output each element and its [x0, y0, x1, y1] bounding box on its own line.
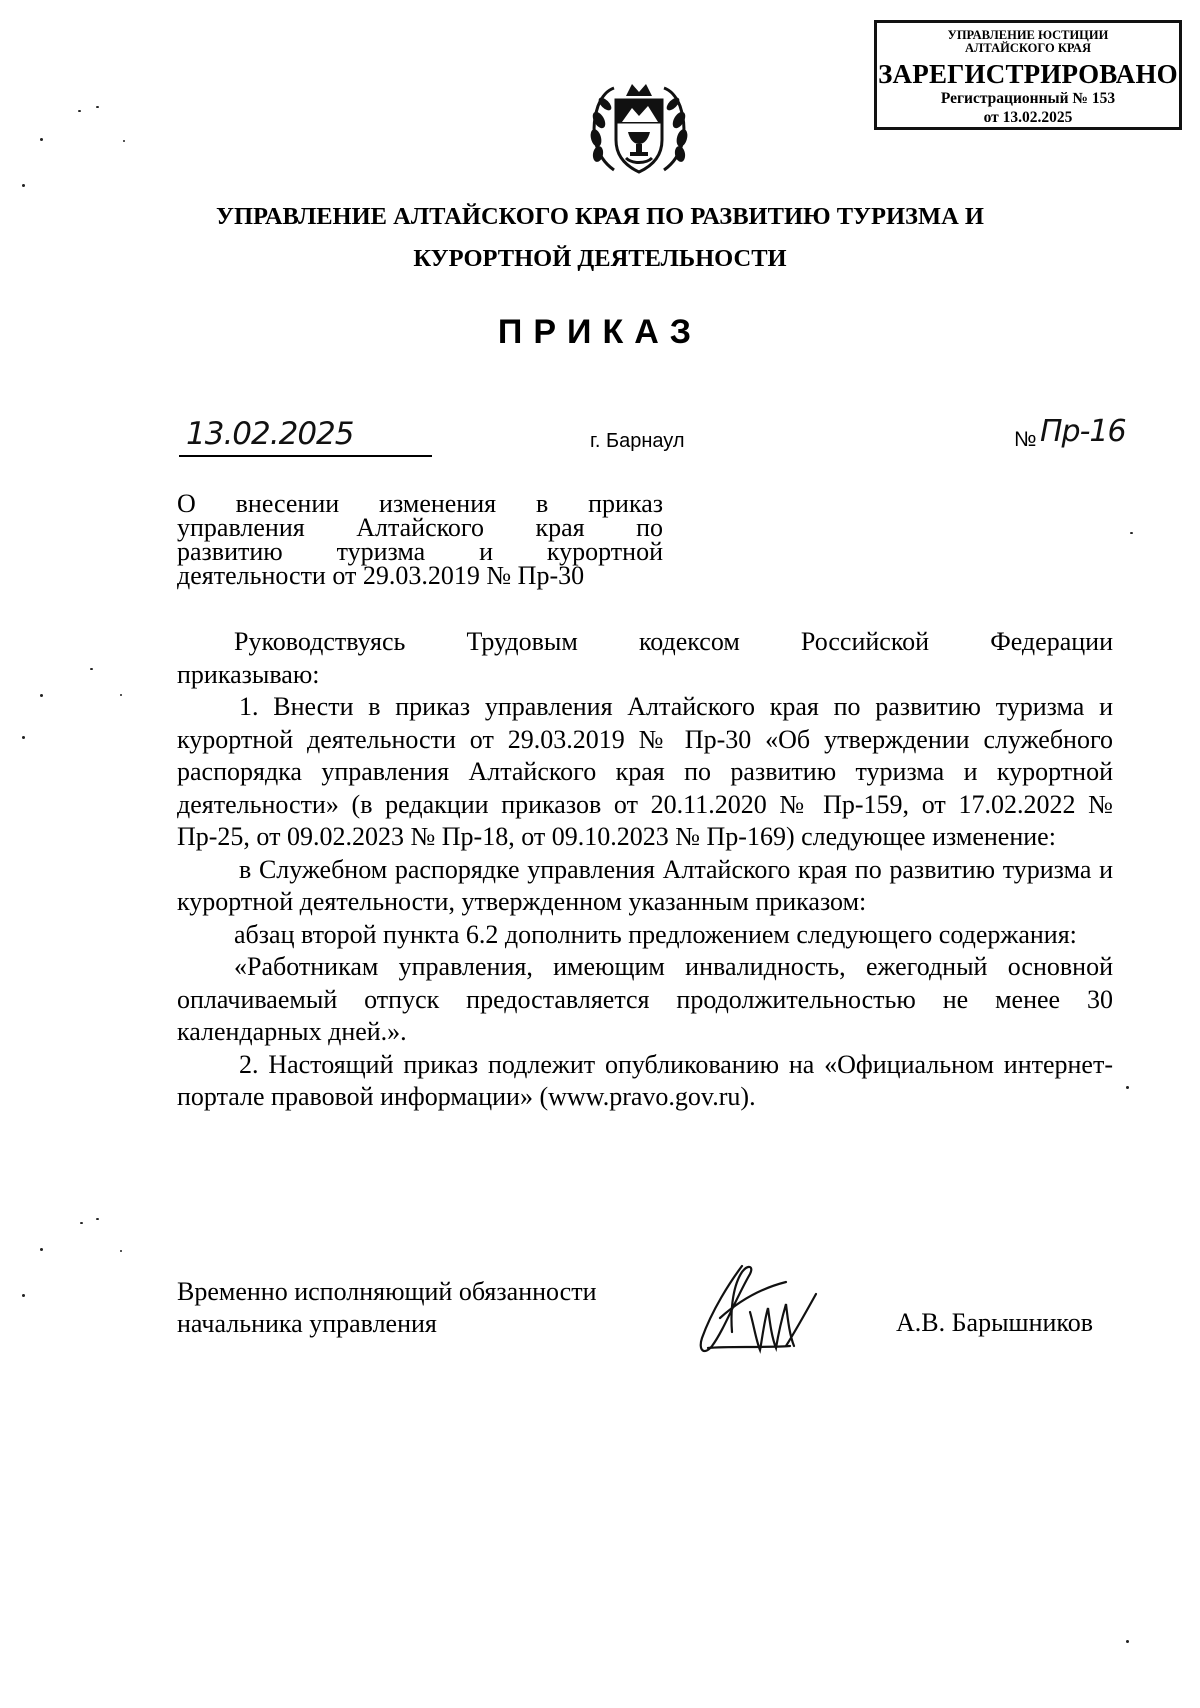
number-sign: № [1014, 428, 1037, 451]
stamp-reg-date: от 13.02.2025 [983, 109, 1073, 126]
signatory-role [177, 1276, 597, 1340]
agency-name-line1: УПРАВЛЕНИЕ АЛТАЙСКОГО КРАЯ ПО РАЗВИТИЮ ТУРИЗМА И [215, 203, 984, 230]
scan-speck [90, 668, 93, 670]
order-body [177, 626, 1113, 1114]
document-type-title: ПРИКАЗ [497, 313, 703, 351]
order-directive: приказываю: [177, 659, 320, 689]
stamp-org-line1: УПРАВЛЕНИЕ ЮСТИЦИИ [947, 28, 1109, 42]
scan-speck [96, 1218, 99, 1220]
scan-speck [22, 1294, 25, 1297]
stamp-reg-number: Регистрационный № 153 [940, 90, 1116, 107]
scan-speck [96, 106, 99, 108]
order-subject [177, 489, 663, 590]
signatory-role-line2: начальника управления [177, 1309, 437, 1338]
scan-speck [120, 1250, 122, 1252]
handwritten-signature-icon [690, 1252, 820, 1362]
handwritten-date: 13.02.2025 [186, 416, 354, 452]
handwritten-order-number: Пр-16 [1040, 414, 1126, 449]
agency-name-line2: КУРОРТНОЙ ДЕЯТЕЛЬНОСТИ [413, 245, 787, 272]
order-item-1: 1. Внести в приказ управления Алтайского края по развитию туризма и курортной деятельности от 29.03.2019 № Пр-30 «Об утверждении служебного распорядка управления Алтайского края по развитию туризма и курортной деятельности» (в редакции приказов от 20.11.2020 № Пр-159, от 17.02.2022 № Пр-25, от 09.02.2023 № Пр-18, от 09.10.2023 № Пр-169) следующее изменение: [177, 692, 1113, 851]
signatory-name: А.В. Барышников [896, 1308, 1093, 1337]
scan-speck [1130, 532, 1133, 534]
order-item-1-quote: «Работникам управления, имеющим инвалидность, ежегодный основной оплачиваемый отпуск предоставляется продолжительностью не менее 30 календарных дней.». [177, 952, 1113, 1046]
scan-speck [123, 140, 125, 142]
subject-line: деятельности от 29.03.2019 № Пр-30 [177, 561, 585, 590]
order-item-2: 2. Настоящий приказ подлежит опубликованию на «Официальном интернет-портале правовой информации» (www.pravo.gov.ru). [177, 1049, 1113, 1111]
subject-line: развитию туризма и курортной [177, 537, 663, 566]
scan-speck [40, 138, 43, 141]
scan-speck [22, 184, 25, 187]
stamp-status: ЗАРЕГИСТРИРОВАНО [878, 59, 1178, 89]
scan-speck [40, 1248, 43, 1251]
scan-speck [1126, 1640, 1129, 1643]
order-item-1-sub: в Служебном распорядке управления Алтайского края по развитию туризма и курортной деятельности, утвержденном указанным приказом: [177, 854, 1113, 916]
order-item-1-paragraph: абзац второй пункта 6.2 дополнить предложением следующего содержания: [234, 919, 1077, 949]
registration-stamp [874, 20, 1182, 130]
basis-paragraph: Руководствуясь Трудовым кодексом Российской Федерации [234, 627, 1113, 656]
scan-speck [78, 110, 81, 112]
stamp-org-line2: АЛТАЙСКОГО КРАЯ [965, 41, 1091, 55]
scan-speck [1126, 1086, 1129, 1089]
subject-line: управления Алтайского края по [177, 513, 663, 542]
signatory-role-line1: Временно исполняющий обязанности [177, 1277, 597, 1306]
subject-line: О внесении изменения в приказ [177, 489, 663, 518]
altai-coat-of-arms-icon [586, 78, 692, 182]
city-label: г. Барнаул [590, 430, 685, 452]
scan-speck [40, 694, 43, 697]
date-underline [179, 455, 432, 457]
scan-speck [22, 736, 25, 739]
scan-speck [80, 1222, 83, 1224]
scan-speck [120, 694, 122, 696]
